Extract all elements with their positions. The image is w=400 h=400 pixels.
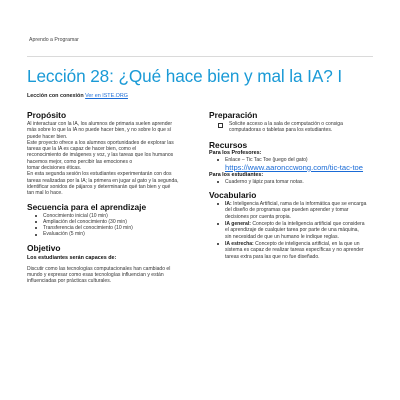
estudiantes-label: Para los estudiantes: (209, 171, 264, 178)
proposito-line: En esta segunda sesión los estudiantes experimentarán con dos (27, 171, 172, 178)
bullet-icon (35, 234, 37, 236)
right-column (209, 110, 373, 260)
proposito-line: identificar sonidos de pájaros y determinarán qué tan bien y qué (27, 183, 171, 190)
page-title: Lección 28: ¿Qué hace bien y mal la IA? I (27, 66, 343, 86)
proposito-line: hacemos mejor, como percibir las emociones o (27, 158, 133, 165)
list-item: Cuaderno y lápiz para tomar notas. (209, 179, 373, 185)
profesores-list (209, 157, 373, 163)
bullet-icon (35, 227, 37, 229)
list-item: Evaluación (5 min) (27, 231, 195, 237)
preparacion-list (209, 121, 373, 134)
proposito-line: puede hacer bien. (27, 133, 68, 140)
proposito-line: tareas que la IA es capaz de hacer bien, como el (27, 146, 137, 153)
estudiantes-list (209, 179, 373, 185)
objetivo-line: influenciadas por prácticas culturales. (27, 278, 112, 285)
tic-tac-toe-link[interactable]: https://www.aaronccwong.com/tic-tac-toe (225, 162, 364, 172)
header-divider (27, 56, 373, 57)
connection-label: Lección con conexión (27, 93, 84, 99)
profesores-label: Para los Profesores: (209, 149, 262, 156)
secuencia-heading: Secuencia para el aprendizaje (27, 201, 147, 212)
objetivo-heading: Objetivo (27, 242, 61, 253)
connection-line (27, 93, 128, 99)
proposito-line: tomar decisiones éticas. (27, 165, 82, 172)
objetivo-line: Discutir como las tecnologías computacionales han cambiado el (27, 265, 171, 272)
bullet-icon (217, 181, 219, 183)
proposito-line: tareas realizadas por la IA; la primera en jugar al gato y la segunda, (27, 177, 179, 184)
header-label: Aprendo a Programar (29, 37, 79, 43)
checkbox-square-icon (218, 123, 223, 128)
objetivo-text (27, 266, 195, 285)
objetivo-subheading: Los estudiantes serán capaces de: (27, 254, 117, 261)
vocabulario-list (209, 201, 373, 260)
list-item: Transferencia del conocimiento (10 min) (27, 225, 195, 231)
proposito-line: Este proyecto ofrece a los alumnos oportunidades de explorar las (27, 139, 174, 146)
secuencia-list (27, 213, 195, 238)
objetivo-line: mundo y expresar como esas tecnologías influencian y están (27, 272, 164, 279)
proposito-line: reconocimiento de imágenes y voz, y las tareas que los humanos (27, 152, 174, 159)
list-item: Solicite acceso a la sala de computación o consiga computadoras o tabletas para los estudiantes. (209, 121, 373, 134)
proposito-line: tan mal lo hace. (27, 190, 63, 197)
vocabulario-heading: Vocabulario (209, 190, 257, 201)
left-column (27, 110, 195, 285)
proposito-text (27, 121, 195, 197)
bullet-icon (35, 215, 37, 217)
bullet-icon (217, 223, 219, 225)
list-item: Enlace – Tic Tac Toe (juego del gato) (209, 157, 373, 163)
iste-link[interactable]: Ver en ISTE.ORG (85, 93, 128, 99)
proposito-heading: Propósito (27, 110, 67, 120)
proposito-line: más sobre lo que la IA no puede hacer bien, y no sobre lo que sí (27, 127, 172, 134)
list-item: Ampliación del conocimiento (30 min) (27, 219, 195, 225)
recursos-heading: Recursos (209, 139, 248, 150)
proposito-line: Al interactuar con la IA, los alumnos de primaria suelen aprender (27, 121, 173, 127)
list-item: IA: Inteligencia Artificial, rama de la informática que se encarga del diseño de programas que pueden aprender y tomar decisiones por cuenta propia. (209, 201, 373, 220)
bullet-icon (35, 221, 37, 223)
bullet-icon (217, 203, 219, 205)
bullet-icon (217, 243, 219, 245)
preparacion-heading: Preparación (209, 110, 258, 120)
list-item: Conocimiento inicial (10 min) (27, 213, 195, 219)
list-item: IA general: Concepto de la inteligencia artificial que considera el aprendizaje de cualquier tarea por parte de una máquina, sin necesidad de que un humano le indique reglas. (209, 221, 373, 240)
list-item: IA estrecha: Concepto de inteligencia artificial, en la que un sistema es capaz de realizar tareas específicas y no aprender tareas extra para las que no fue diseñado. (209, 241, 373, 260)
bullet-icon (217, 159, 219, 161)
